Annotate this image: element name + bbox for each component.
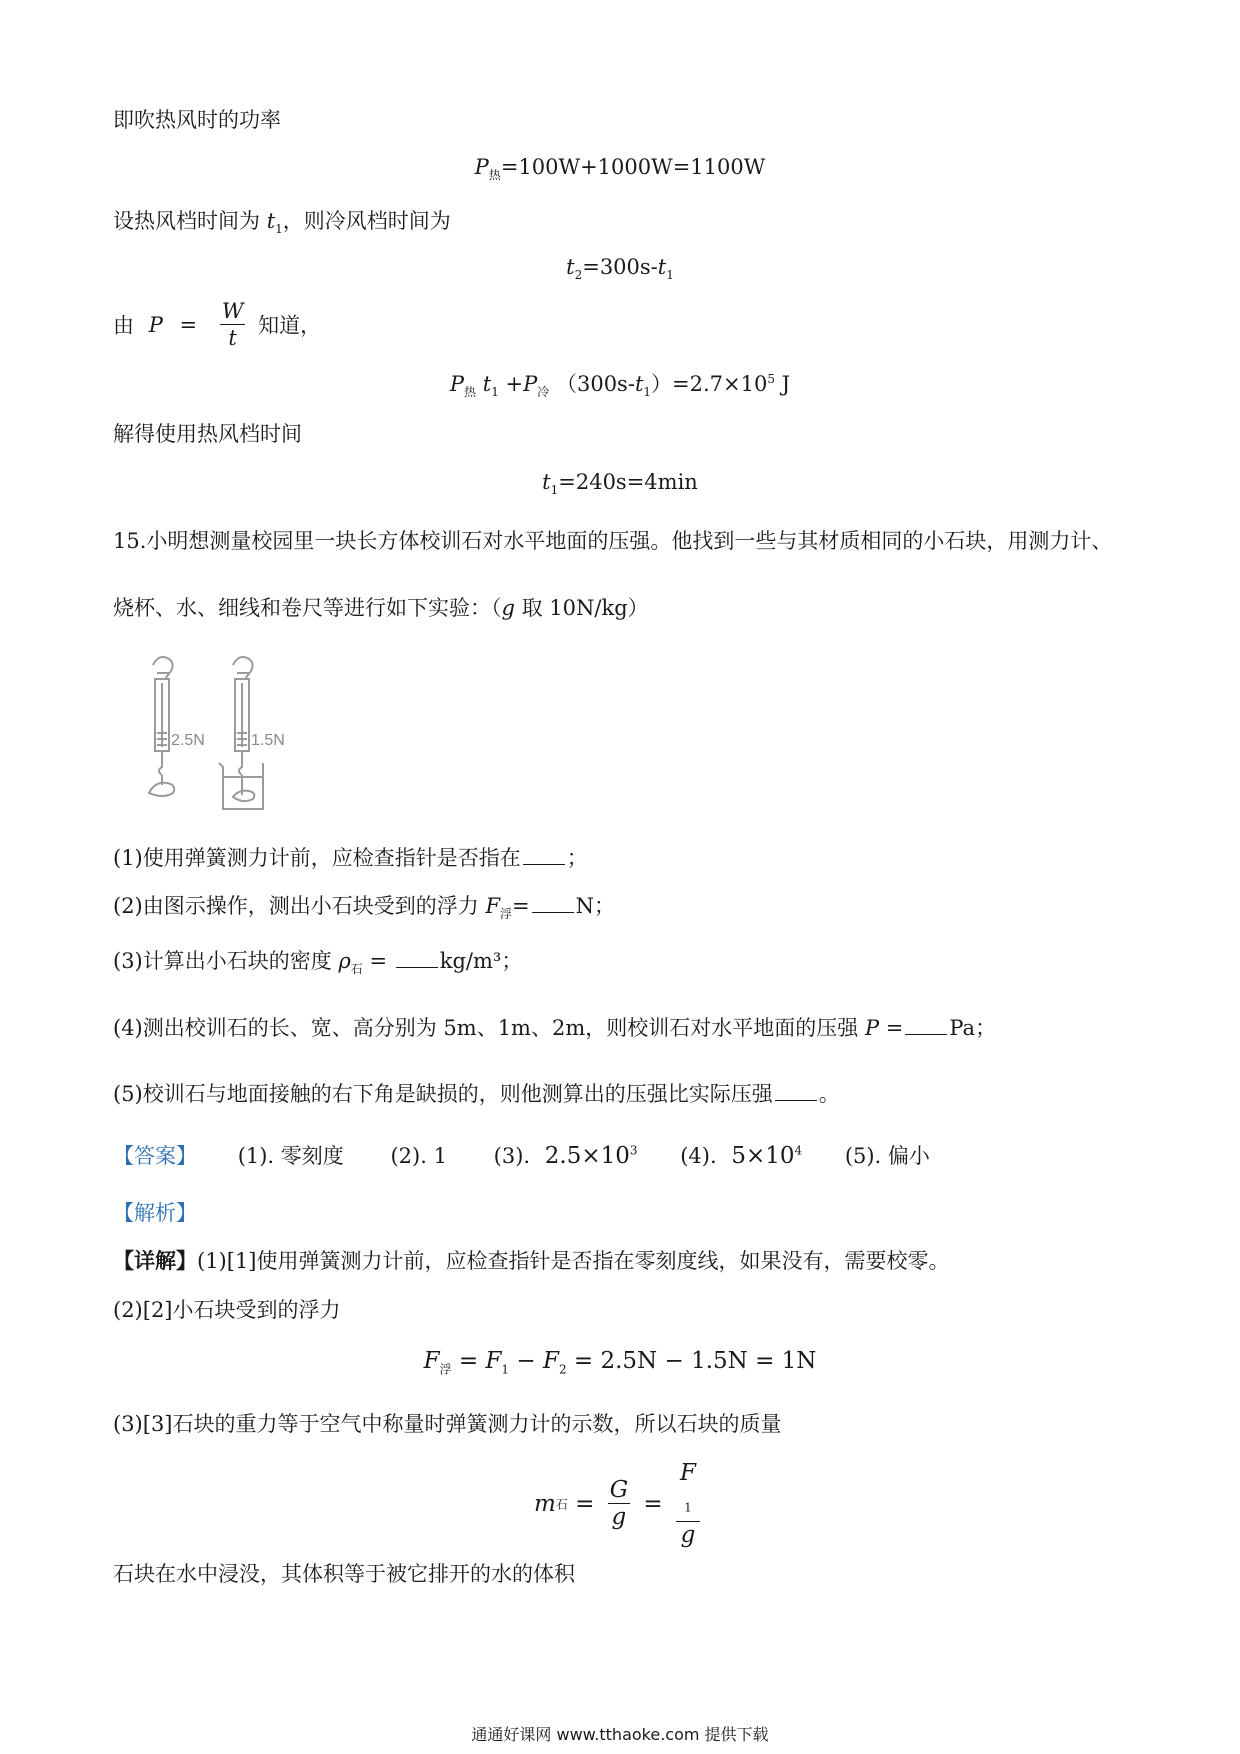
detail-line-1: 【详解】(1)[1]使用弹簧测力计前，应检查指针是否指在零刻度线，如果没有，需要校零。 — [113, 1248, 950, 1273]
text-line: 即吹热风时的功率 — [113, 108, 281, 132]
equation-energy: $P_热$ $t_1 +P_冷$ $(300s-t_1)=2.7\times 10^5$ J — [449, 372, 791, 400]
text-line: 解得使用热风档时间 — [113, 422, 302, 446]
spring-scale-figure — [135, 645, 315, 815]
answer-line: 【答案】 (1). 零刻度 (2). 1 (3). $2.5\times 10^3$ (4). $5\times 10^4$ (5). 偏小 — [113, 1143, 930, 1169]
figure-label-left: 2.5N — [171, 732, 205, 749]
sub-question-2: (2)由图示操作，测出小石块受到的浮力 $F_浮= N$； — [113, 894, 616, 922]
fraction-w-over-t: $\frac{W}{t}$ — [221, 299, 244, 350]
footer-text: 通通好课网 www.tthaoke.com 提供下载 — [471, 1725, 769, 1744]
equation-mass: m石 = $\frac{G}{g}$ = F $_1$ g — [0, 1460, 1240, 1548]
sub-question-3: (3)计算出小石块的密度 $\rho_石 = kg/m^3$； — [113, 949, 523, 977]
text-line: 设热风档时间为 $t_1$，则冷风档时间为 — [113, 209, 451, 237]
figure-label-right: 1.5N — [251, 732, 285, 749]
sub-question-4: (4)测出校训石的长、宽、高分别为 5m、1m、2m，则校训石对水平地面的压强 P = Pa； — [113, 1016, 997, 1040]
equation-power-hot: $P_热=100W+1000W=1100W$ — [474, 155, 766, 183]
detail-line-4: 石块在水中浸没，其体积等于被它排开的水的体积 — [113, 1562, 575, 1586]
question-15-line1: 15.小明想测量校园里一块长方体校训石对水平地面的压强。他找到一些与其材质相同的小石块，用测力计、 — [113, 529, 1113, 553]
question-15-line2: 烧杯、水、细线和卷尺等进行如下实验：（g 取 10N/kg） — [113, 596, 649, 620]
answer-tag: 【答案】 — [113, 1144, 197, 1168]
detail-line-3: (3)[3]石块的重力等于空气中称量时弹簧测力计的示数，所以石块的质量 — [113, 1412, 782, 1436]
equation-t1: $t_1=240s=4\min$ — [542, 470, 698, 498]
sub-question-5: (5)校训石与地面接触的右下角是缺损的，则他测算出的压强比实际压强 。 — [113, 1082, 840, 1106]
analysis-tag: 【解析】 — [113, 1201, 197, 1225]
detail-line-2: (2)[2]小石块受到的浮力 — [113, 1298, 341, 1322]
equation-t2: $t_2=300s-t_1$ — [566, 255, 674, 283]
text-line-formula: 由 P = $\frac{W}{t}$ 知道， — [113, 299, 322, 350]
equation-buoyancy: $F_浮 = F_1 - F_2 = 2.5N - 1.5N = 1N$ — [423, 1348, 817, 1377]
sub-question-1: (1)使用弹簧测力计前，应检查指针是否指在 ； — [113, 846, 588, 870]
